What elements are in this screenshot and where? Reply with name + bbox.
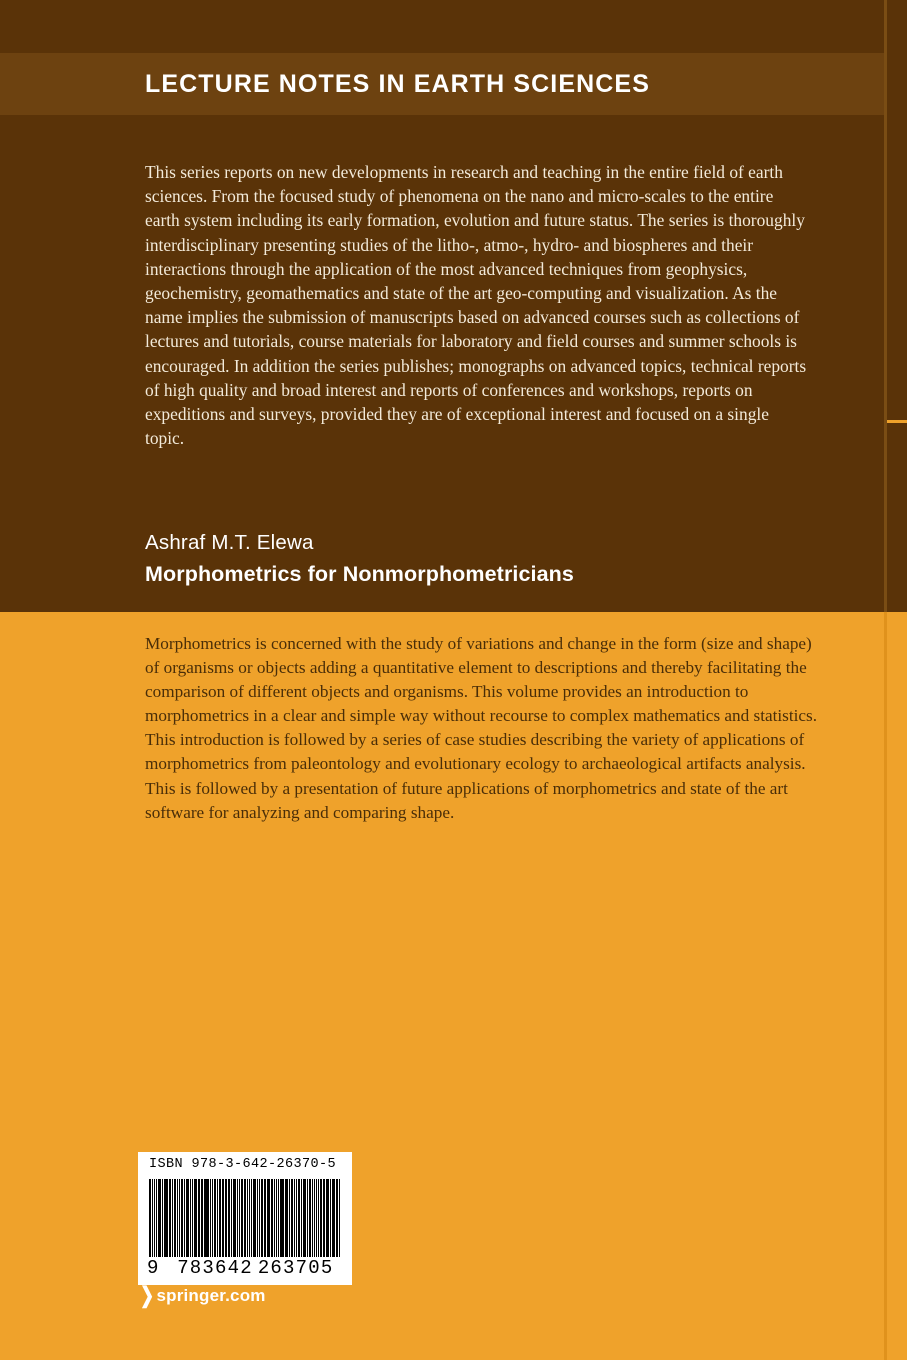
barcode-bars [149, 1179, 341, 1257]
book-title: Morphometrics for Nonmorphometricians [145, 562, 574, 586]
author-name: Ashraf M.T. Elewa [145, 531, 314, 554]
barcode-digits: 9 783642 263705 [147, 1257, 334, 1279]
publisher-logo[interactable] [140, 1283, 266, 1308]
series-description: This series reports on new developments in research and teaching in the entire field of earth sciences. From the focused study of phenomena on the nano and micro-scales to the entire earth system including its early formation, evolution and future status. The series is thoroughly interdisciplinary presenting studies of the litho-, atmo-, hydro- and biospheres and their interactions through the application of the most advanced techniques from geophysics, geochemistry, geomathematics and state of the art geo-computing and visualization. As the name implies the submission of manuscripts based on advanced courses such as collections of lectures and tutorials, course materials for laboratory and field courses and summer schools is encouraged. In addition the series publishes; monographs on advanced topics, technical reports of high quality and broad interest and reports of conferences and workshops, reports on expeditions and surveys, provided they are of exceptional interest and focused on a single topic. [145, 162, 807, 449]
chevron-right-icon: ❯ [140, 1283, 155, 1308]
spine-block-middle [887, 423, 907, 612]
isbn-barcode [138, 1152, 352, 1285]
isbn-text: ISBN 978-3-642-26370-5 [149, 1157, 337, 1172]
spine-rule-bottom [884, 612, 887, 1360]
spine-rule-top [884, 0, 887, 612]
publisher-label: springer.com [156, 1286, 266, 1305]
series-title: LECTURE NOTES IN EARTH SCIENCES [145, 70, 650, 98]
book-blurb: Morphometrics is concerned with the study of variations and change in the form (size and shape) of organisms or objects adding a quantitative element to descriptions and thereby facilitating the comparison of different objects and organisms. This volume provides an introduction to morphometrics in a clear and simple way without recourse to complex mathematics and statistics. This introduction is followed by a series of case studies describing the variety of applications of morphometrics from paleontology and evolutionary ecology to archaeological artifacts analysis. This is followed by a presentation of future applications of morphometrics and state of the art software for analyzing and comparing shape. [145, 634, 818, 822]
spine-block-bottom [887, 612, 907, 1360]
spine-block-top [887, 0, 907, 423]
